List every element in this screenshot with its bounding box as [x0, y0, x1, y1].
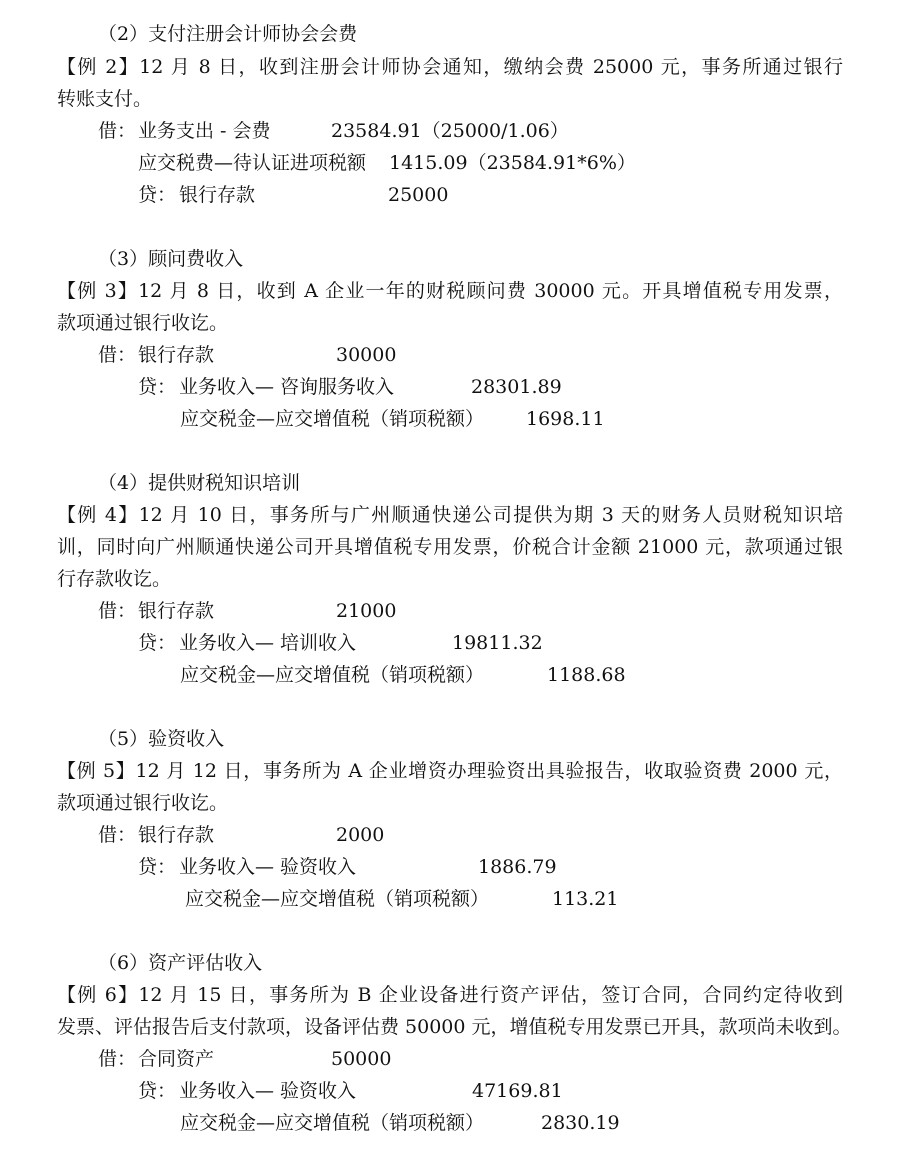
example-text: 训，同时向广州顺通快递公司开具增值税专用发票，价税合计金额 21000 元，款项通过银 [57, 536, 843, 558]
section-heading: （4）提供财税知识培训 [98, 472, 301, 494]
credit-amount: 1188.68 [547, 664, 626, 686]
credit-amount: 19811.32 [452, 632, 543, 654]
debit-amount: 1415.09（23584.91*6%） [389, 152, 636, 174]
credit-amount: 2830.19 [541, 1112, 620, 1134]
credit-label: 贷： [138, 1080, 177, 1102]
credit-label: 贷： [138, 184, 177, 206]
credit-account: 应交税金—应交增值税（销项税额） [180, 408, 485, 430]
credit-account: 业务收入— 验资收入 [179, 1080, 357, 1102]
debit-label: 借： [98, 120, 137, 142]
credit-amount: 28301.89 [471, 376, 562, 398]
debit-label: 借： [98, 344, 137, 366]
credit-account: 业务收入— 培训收入 [179, 632, 357, 654]
example-text: 【例 5】12 月 12 日，事务所为 A 企业增资办理验资出具验报告，收取验资费 2000 元， [57, 760, 843, 782]
debit-amount: 50000 [331, 1048, 392, 1070]
debit-account: 银行存款 [138, 344, 215, 366]
section-heading: （6）资产评估收入 [98, 952, 263, 974]
debit-amount: 2000 [336, 824, 385, 846]
example-text: 【例 2】12 月 8 日，收到注册会计师协会通知，缴纳会费 25000 元，事务所通过银行 [57, 56, 843, 78]
credit-amount: 1698.11 [526, 408, 605, 430]
credit-amount: 25000 [388, 184, 449, 206]
example-text: 发票、评估报告后支付款项，设备评估费 50000 元，增值税专用发票已开具，款项尚未收到。 [57, 1016, 852, 1038]
credit-label: 贷： [138, 376, 177, 398]
debit-label: 借： [98, 1048, 137, 1070]
debit-account: 银行存款 [138, 824, 215, 846]
debit-account: 应交税费—待认证进项税额 [138, 152, 367, 174]
example-text: 款项通过银行收讫。 [57, 792, 229, 814]
debit-label: 借： [98, 824, 137, 846]
credit-account: 银行存款 [179, 184, 256, 206]
debit-label: 借： [98, 600, 137, 622]
credit-account: 业务收入— 咨询服务收入 [179, 376, 395, 398]
debit-amount: 21000 [336, 600, 397, 622]
debit-account: 银行存款 [138, 600, 215, 622]
example-text: 款项通过银行收讫。 [57, 312, 229, 334]
credit-account: 应交税金—应交增值税（销项税额） [185, 888, 490, 910]
section-heading: （3）顾问费收入 [98, 248, 244, 270]
credit-amount: 47169.81 [472, 1080, 563, 1102]
credit-amount: 113.21 [552, 888, 619, 910]
example-text: 行存款收讫。 [57, 568, 172, 590]
credit-account: 应交税金—应交增值税（销项税额） [180, 664, 485, 686]
debit-amount: 30000 [336, 344, 397, 366]
example-text: 【例 6】12 月 15 日，事务所为 B 企业设备进行资产评估，签订合同，合同约定待收到 [57, 984, 843, 1006]
example-text: 【例 4】12 月 10 日，事务所与广州顺通快递公司提供为期 3 天的财务人员财税知识培 [57, 504, 843, 526]
example-text: 【例 3】12 月 8 日，收到 A 企业一年的财税顾问费 30000 元。开具增值税专用发票， [57, 280, 843, 302]
credit-label: 贷： [138, 856, 177, 878]
credit-account: 应交税金—应交增值税（销项税额） [180, 1112, 485, 1134]
credit-account: 业务收入— 验资收入 [179, 856, 357, 878]
section-heading: （2）支付注册会计师协会会费 [98, 23, 358, 45]
section-heading: （5）验资收入 [98, 728, 225, 750]
debit-account: 合同资产 [138, 1048, 215, 1070]
credit-amount: 1886.79 [478, 856, 557, 878]
example-text: 转账支付。 [57, 88, 153, 110]
credit-label: 贷： [138, 632, 177, 654]
debit-amount: 23584.91（25000/1.06） [331, 120, 569, 142]
debit-account: 业务支出 - 会费 [138, 120, 271, 142]
